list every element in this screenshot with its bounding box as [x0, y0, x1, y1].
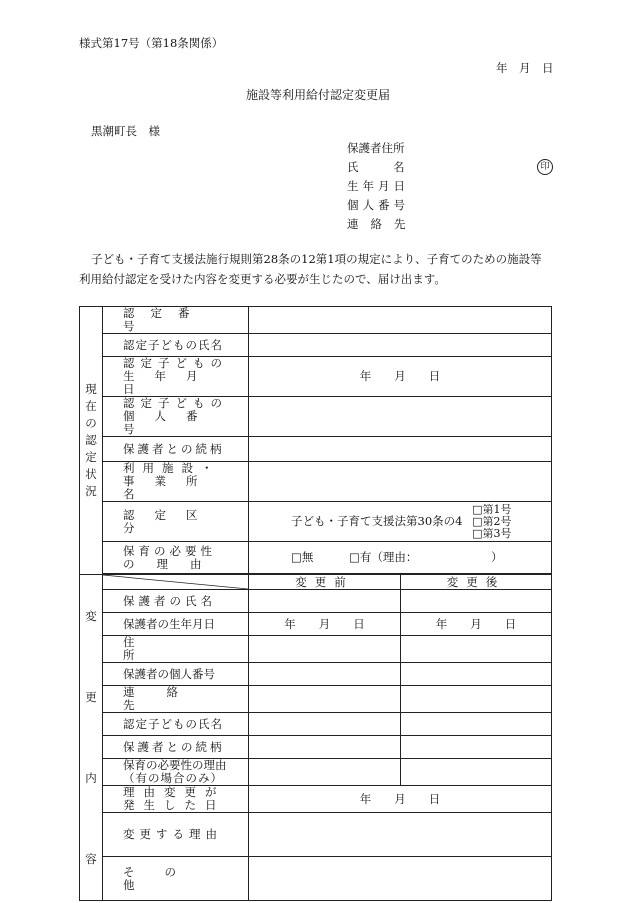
guardian-address-label: 保護者住所	[347, 141, 405, 155]
relation-label: 保護者との続柄	[103, 437, 249, 462]
child-name-change-label: 認定子どもの氏名	[103, 713, 249, 736]
guardian-birth-label: 生年月日	[347, 179, 409, 193]
child-name-label: 認定子どもの氏名	[103, 334, 249, 357]
change-after-header: 変更後	[401, 575, 552, 590]
change-header-diagonal-cell	[103, 575, 249, 590]
change-date-value[interactable]: 年 月 日	[249, 786, 552, 813]
need-none-checkbox[interactable]: □無	[291, 550, 314, 564]
guardian-contact-label: 連絡先	[347, 217, 418, 231]
guardian-mynumber-change-label: 保護者の個人番号	[103, 663, 249, 686]
seal-icon: 印	[537, 159, 553, 175]
need-before[interactable]	[249, 759, 401, 786]
guardian-birth-before[interactable]: 年 月 日	[249, 613, 401, 636]
contact-change-label: 連絡先	[103, 686, 249, 713]
child-mynumber-label: 認定子どもの 個人番号	[103, 397, 249, 437]
cert-no-label: 認定番号	[103, 307, 249, 334]
guardian-name-label: 氏 名	[347, 160, 405, 174]
section-change-label: 変 更 内 容	[80, 575, 103, 901]
need-after[interactable]	[401, 759, 552, 786]
category-option-1[interactable]: □第1号	[472, 502, 512, 516]
other-label: その他	[103, 857, 249, 901]
change-reason-field[interactable]	[249, 813, 552, 857]
change-reason-label: 変更する理由	[103, 813, 249, 857]
category-option-3[interactable]: □第3号	[472, 526, 512, 540]
guardian-name-change-label: 保護者の氏名	[103, 590, 249, 613]
guardian-birth-change-label: 保護者の生年月日	[103, 613, 249, 636]
change-before-header: 変更前	[249, 575, 401, 590]
guardian-name-after[interactable]	[401, 590, 552, 613]
need-yes-checkbox[interactable]: □有（理由：	[349, 550, 418, 564]
child-name-after[interactable]	[401, 713, 552, 736]
body-text-line-1: 子ども・子育て支援法施行規則第28条の12第1項の規定により、子育てのための施設等	[91, 252, 542, 266]
address-before[interactable]	[249, 636, 401, 663]
addressee: 黒潮町長 様	[91, 124, 160, 138]
relation-after[interactable]	[401, 736, 552, 759]
body-text-line-2: 利用給付認定を受けた内容を変更する必要が生じたので、届け出ます。	[79, 272, 446, 286]
child-mynumber-field[interactable]	[249, 397, 552, 437]
child-name-before[interactable]	[249, 713, 401, 736]
need-close-paren: ）	[491, 550, 503, 564]
relation-field[interactable]	[249, 437, 552, 462]
category-field	[249, 502, 552, 542]
child-birth-label: 認定子どもの 生年月日	[103, 357, 249, 397]
relation-change-label: 保護者との続柄	[103, 736, 249, 759]
cert-no-field[interactable]	[249, 307, 552, 334]
relation-before[interactable]	[249, 736, 401, 759]
change-date-label: 理由変更が 発生した日	[103, 786, 249, 813]
form-title: 施設等利用給付認定変更届	[246, 88, 391, 102]
category-label: 認定区分	[103, 502, 249, 542]
section-current-label: 現 在 の 認 定 状 況	[80, 307, 103, 575]
contact-before[interactable]	[249, 686, 401, 713]
category-option-2[interactable]: □第2号	[472, 514, 512, 528]
guardian-mynumber-before[interactable]	[249, 663, 401, 686]
guardian-mynumber-label: 個人番号	[347, 198, 409, 212]
facility-label: 利用施設・ 事業所名	[103, 462, 249, 502]
facility-field[interactable]	[249, 462, 552, 502]
guardian-mynumber-after[interactable]	[401, 663, 552, 686]
category-law-text: 子ども・子育て支援法第30条の4	[291, 514, 463, 528]
guardian-name-before[interactable]	[249, 590, 401, 613]
change-form-table	[79, 306, 552, 901]
form-number: 様式第17号（第18条関係）	[79, 36, 224, 50]
need-label: 保育の必要性 の理由	[103, 542, 249, 574]
guardian-birth-after[interactable]: 年 月 日	[401, 613, 552, 636]
need-change-label: 保育の必要性の理由 （有の場合のみ）	[103, 759, 249, 786]
contact-after[interactable]	[401, 686, 552, 713]
date-header: 年 月 日	[496, 61, 554, 75]
other-field[interactable]	[249, 857, 552, 901]
address-after[interactable]	[401, 636, 552, 663]
child-birth-value[interactable]: 年 月 日	[249, 357, 552, 397]
address-change-label: 住所	[103, 636, 249, 663]
child-name-field[interactable]	[249, 334, 552, 357]
need-field	[249, 542, 552, 574]
